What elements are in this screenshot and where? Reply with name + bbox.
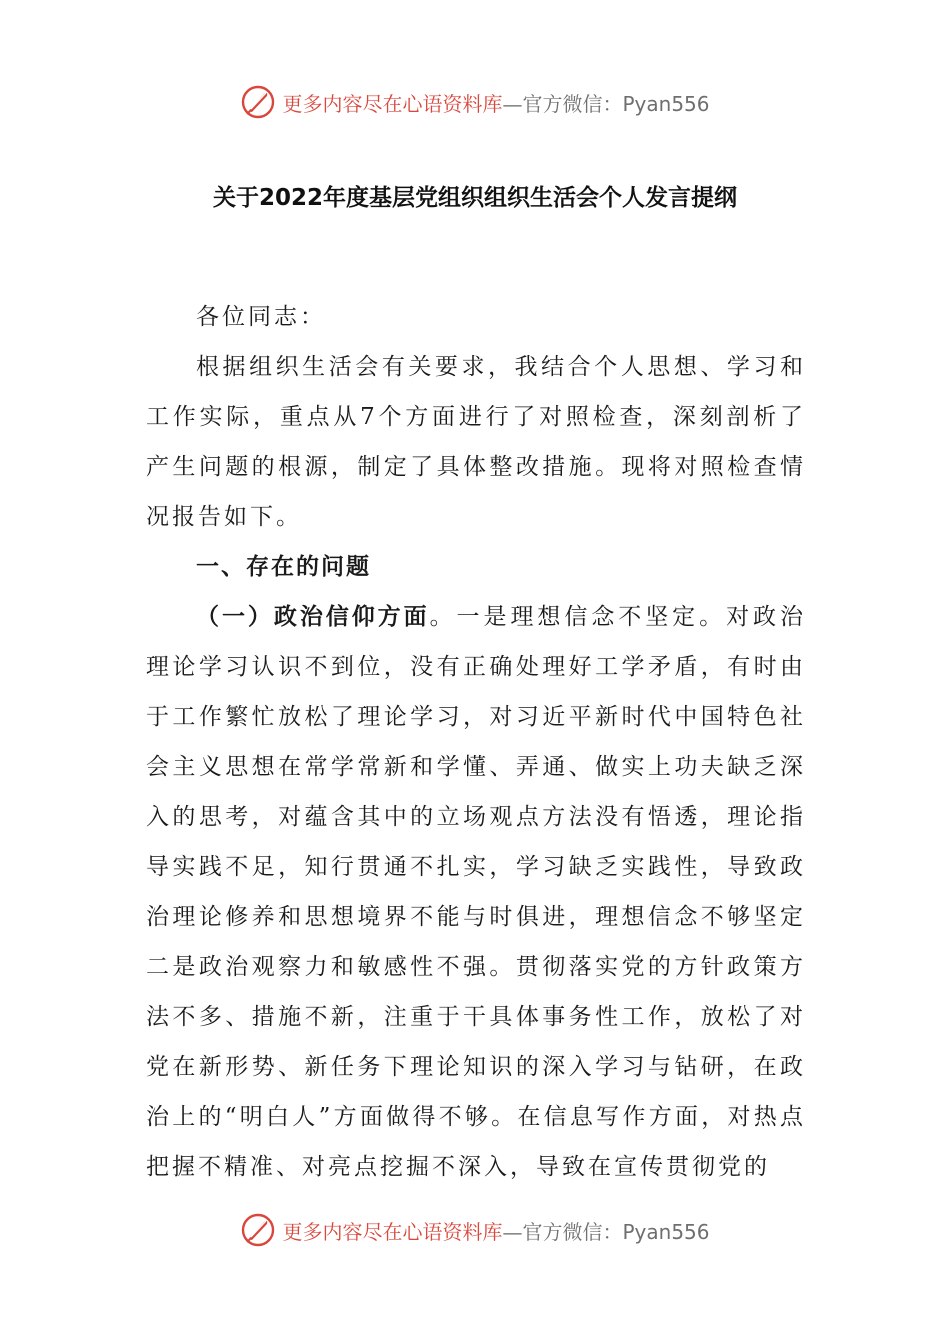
subsection-text: 。一是理想信念不坚定。对政治理论学习认识不到位，没有正确处理好工学矛盾，有时由于工作繁忙放松了理论学习，对习近平新时代中国特色社会主义思想在常学常新和学懂、弄通、做实上功夫缺乏深入的思考，对蕴含其中的立场观点方法没有悟透，理论指导实践不足，知行贯通不扎实，学习缺乏实践性，导致政治理论修养和思想境界不能与时俱进，理想信念不够坚定二是政治观察力和敏感性不强。贯彻落实党的方针政策方法不多、措施不新，注重于干具体事务性工作，放松了对党在新形势、新任务下理论知识的深入学习与钻研，在政治上的“明白人”方面做得不够。在信息写作方面，对热点把握不精准、对亮点挖掘不深入，导致在宣传贯彻党的 (146, 604, 807, 1180)
watermark-banner-top (0, 80, 950, 124)
watermark-account: Pyan556 (622, 91, 710, 116)
watermark-text (282, 1216, 709, 1245)
quill-logo-icon (240, 84, 276, 120)
salutation: 各位同志： (196, 304, 326, 330)
watermark-main: 更多内容尽在心语资料库 (282, 91, 503, 116)
watermark-label: 官方微信： (522, 1219, 623, 1244)
watermark-label: 官方微信： (522, 91, 623, 116)
document-body-frame (140, 292, 820, 1192)
watermark-account: Pyan556 (622, 1219, 710, 1244)
intro-paragraph: 根据组织生活会有关要求，我结合个人思想、学习和工作实际，重点从7个方面进行了对照检查，深刻剖析了产生问题的根源，制定了具体整改措施。现将对照检查情况报告如下。 (146, 354, 806, 530)
document-title: 关于2022年度基层党组织组织生活会个人发言提纲 (212, 185, 737, 211)
watermark-banner-bottom (0, 1208, 950, 1252)
watermark-main: 更多内容尽在心语资料库 (282, 1219, 503, 1244)
watermark-dash: — (502, 1219, 523, 1244)
quill-logo-icon (240, 1212, 276, 1248)
subsection-paragraph (146, 592, 806, 1192)
watermark-dash: — (502, 91, 523, 116)
watermark-text (282, 88, 709, 117)
section-heading: 一、存在的问题 (196, 554, 371, 580)
subsection-heading: （一）政治信仰方面 (196, 604, 430, 630)
document-body (146, 292, 806, 1192)
